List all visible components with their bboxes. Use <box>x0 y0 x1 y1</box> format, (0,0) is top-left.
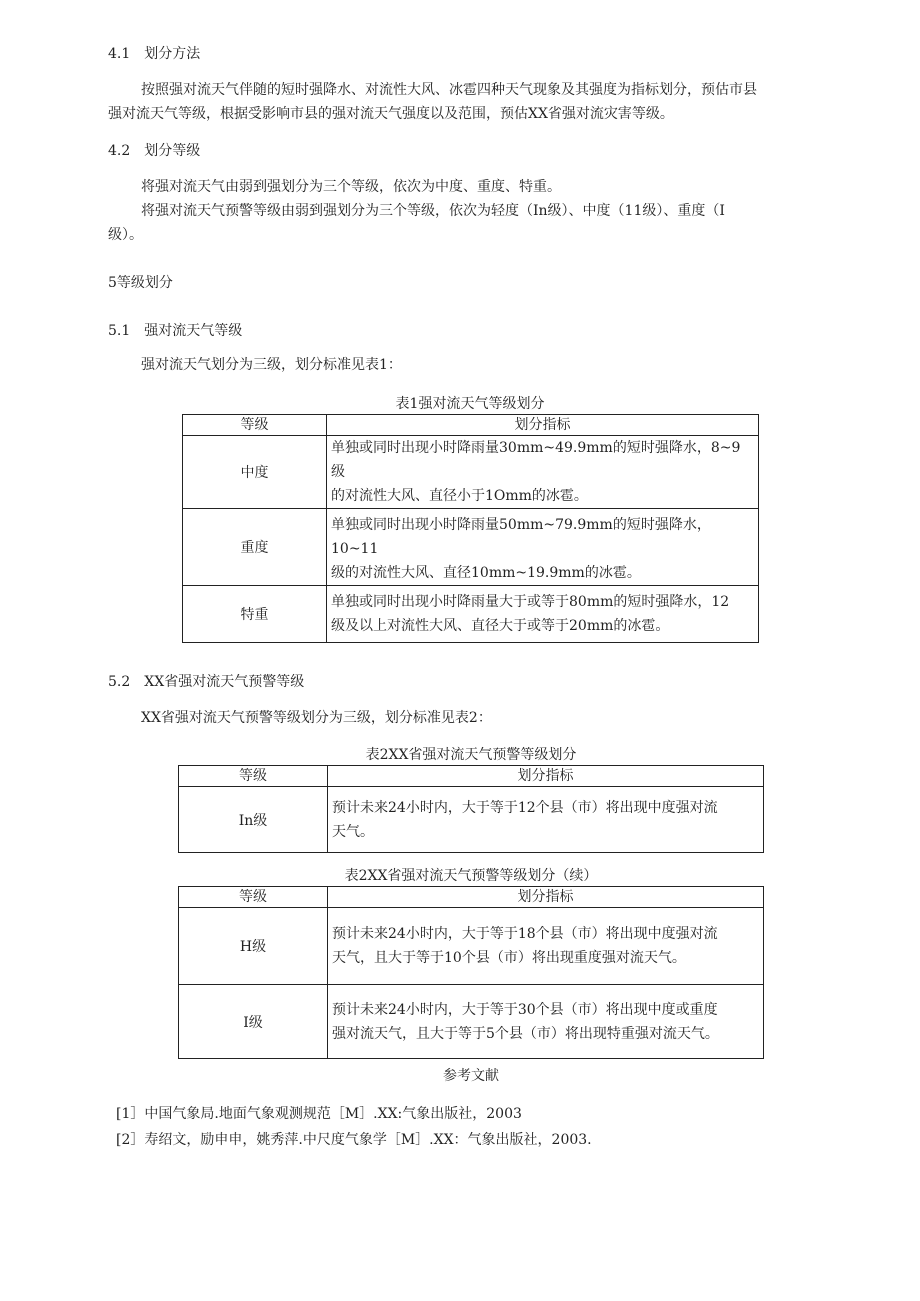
section-4-1-heading: 4.1 划分方法 <box>108 46 201 62</box>
col-header-criteria: 划分指标 <box>328 887 764 908</box>
col-header-criteria: 划分指标 <box>327 415 759 436</box>
criteria-cell <box>328 908 764 985</box>
level-cell: H级 <box>179 908 328 985</box>
criteria-cell <box>328 985 764 1059</box>
criteria-line: 级及以上对流性大风、直径大于或等于20mm的冰雹。 <box>331 618 670 634</box>
col-header-level: 等级 <box>179 887 328 908</box>
table-2-caption: 表2XX省强对流天气预警等级划分 <box>365 747 577 763</box>
col-header-level: 等级 <box>183 415 327 436</box>
table-row <box>183 586 759 643</box>
level-cell: In级 <box>179 787 328 853</box>
criteria-cell <box>327 436 759 509</box>
section-4-1-para-line2: 强对流天气等级，根据受影响市县的强对流天气强度以及范围，预估XX省强对流灾害等级。 <box>108 106 674 122</box>
level-cell: I级 <box>179 985 328 1059</box>
section-5-1-heading: 5.1 强对流天气等级 <box>108 323 243 339</box>
section-4-2-para2-line2: 级）。 <box>108 227 143 243</box>
criteria-line: 的对流性大风、直径小于1Omm的冰雹。 <box>331 488 588 504</box>
table-2-cont-caption: 表2XX省强对流天气预警等级划分（续） <box>344 868 598 884</box>
table-header-row <box>179 887 764 908</box>
table-header-row <box>183 415 759 436</box>
table-row <box>179 908 764 985</box>
criteria-cell <box>327 586 759 643</box>
criteria-line: 预计未来24小时内，大于等于30个县（市）将出现中度或重度 <box>332 1001 718 1018</box>
table-1 <box>182 414 759 643</box>
col-header-criteria: 划分指标 <box>328 766 764 787</box>
references-title: 参考文献 <box>443 1068 499 1084</box>
criteria-line: 单独或同时出现小时降雨量大于或等于80mm的短时强降水，12 <box>331 594 730 610</box>
table-2 <box>178 765 764 853</box>
section-4-1-para-line1: 按照强对流天气伴随的短时强降水、对流性大风、冰雹四种天气现象及其强度为指标划分，预估市县 <box>141 82 757 98</box>
criteria-line: 天气。 <box>332 823 374 840</box>
reference-item: [2］寿绍文，励申申，姚秀萍.中尺度气象学［M］.XX：气象出版社，2003. <box>116 1132 592 1148</box>
table-row <box>179 985 764 1059</box>
table-row <box>179 787 764 853</box>
section-5-heading: 5等级划分 <box>108 275 173 291</box>
table-1-caption: 表1强对流天气等级划分 <box>395 396 545 412</box>
section-4-2-heading: 4.2 划分等级 <box>108 143 201 159</box>
level-cell: 中度 <box>183 436 327 509</box>
table-row <box>183 436 759 509</box>
section-5-2-intro: XX省强对流天气预警等级划分为三级，划分标准见表2： <box>141 710 492 726</box>
col-header-level: 等级 <box>179 766 328 787</box>
criteria-line: 强对流天气，且大于等于5个县（市）将出现特重强对流天气。 <box>332 1025 719 1042</box>
criteria-line: 级的对流性大风、直径10mm~19.9mm的冰雹。 <box>331 565 641 581</box>
criteria-line: 单独或同时出现小时降雨量30mm~49.9mm的短时强降水，8~9级 <box>331 440 741 480</box>
criteria-cell <box>328 787 764 853</box>
criteria-line: 预计未来24小时内，大于等于12个县（市）将出现中度强对流 <box>332 799 718 816</box>
section-4-2-para1: 将强对流天气由弱到强划分为三个等级，依次为中度、重度、特重。 <box>141 179 561 195</box>
table-header-row <box>179 766 764 787</box>
level-cell: 特重 <box>183 586 327 643</box>
criteria-cell <box>327 509 759 586</box>
criteria-line: 预计未来24小时内，大于等于18个县（市）将出现中度强对流 <box>332 926 718 942</box>
section-5-2-heading: 5.2 XX省强对流天气预警等级 <box>108 674 305 690</box>
level-cell: 重度 <box>183 509 327 586</box>
section-5-1-intro: 强对流天气划分为三级，划分标准见表1： <box>141 357 402 373</box>
reference-item: [1］中国气象局.地面气象观测规范［M］.XX:气象出版社，2003 <box>116 1106 522 1122</box>
table-2-continued <box>178 886 764 1059</box>
criteria-line: 天气，且大于等于10个县（市）将出现重度强对流天气。 <box>332 950 686 966</box>
criteria-line: 单独或同时出现小时降雨量50mm~79.9mm的短时强降水，10~11 <box>331 517 711 557</box>
table-row <box>183 509 759 586</box>
section-4-2-para2-line1: 将强对流天气预警等级由弱到强划分为三个等级，依次为轻度（In级）、中度（11级）、重度（I <box>141 203 725 219</box>
